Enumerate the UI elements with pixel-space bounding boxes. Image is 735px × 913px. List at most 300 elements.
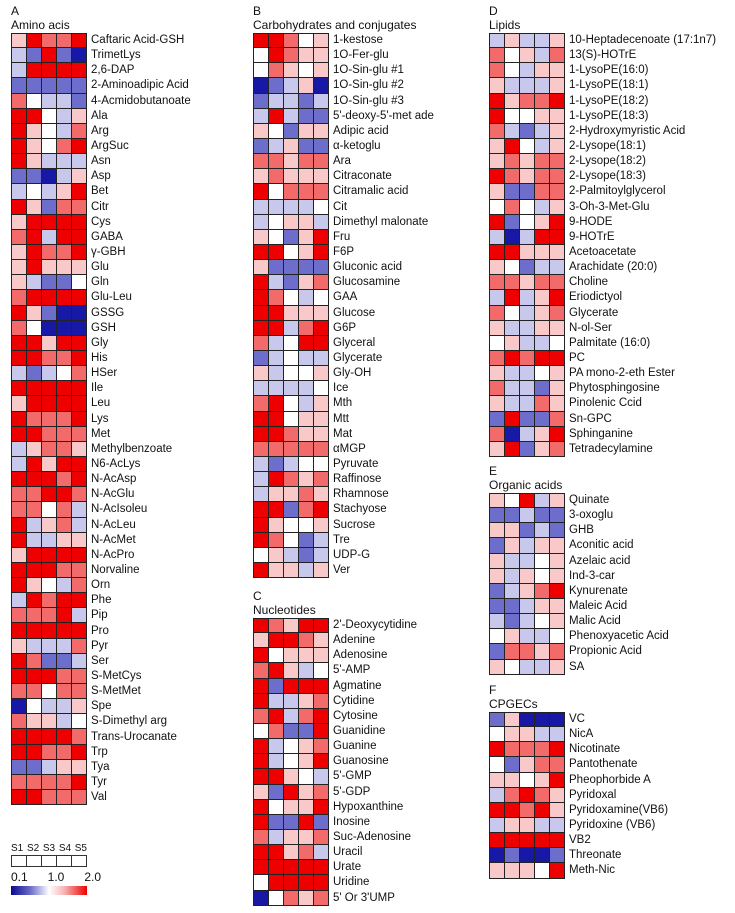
heatmap-cell [520,48,535,63]
heatmap-cell [57,729,72,744]
heatmap-row [489,154,716,169]
heatmap-cell [314,154,329,169]
heatmap-cell [284,245,299,260]
heatmap-cell [505,215,520,230]
heatmap-cell [299,78,314,93]
heatmap-cell [254,154,269,169]
heatmap-cell [490,584,505,599]
row-label: Kynurenate [569,584,628,597]
row-label: 1O-Sin-glu #3 [333,94,404,107]
heatmap-cell [550,321,565,336]
heatmap-cells [11,502,87,517]
heatmap-cell [42,623,57,638]
heatmap-cell [269,648,284,663]
heatmap-cells [11,714,87,729]
heatmap-row [253,412,434,427]
row-label: Adenine [333,634,376,647]
heatmap-row [253,336,434,351]
heatmap-cell [57,790,72,805]
heatmap-cell [505,584,520,599]
heatmap-cell [505,124,520,139]
heatmap-cell [284,321,299,336]
heatmap-cells [489,599,565,614]
heatmap-cell [535,523,550,538]
heatmap-cell [314,396,329,411]
heatmap-cell [550,788,565,803]
heatmap-cell [535,554,550,569]
heatmap-cells [253,442,329,457]
row-label: VB2 [569,834,591,847]
heatmap-cell [520,396,535,411]
heatmap-cell [42,745,57,760]
row-label: 5'-GDP [333,785,371,798]
row-label: Azelaic acid [569,554,631,567]
heatmap-cells [253,487,329,502]
heatmap-cell [550,396,565,411]
heatmap-cell [535,569,550,584]
heatmap-cell [535,184,550,199]
heatmap-cell [269,487,284,502]
heatmap-cell [535,260,550,275]
heatmap-cell [299,63,314,78]
row-label: Glycerate [569,306,619,319]
heatmap-cell [27,775,42,790]
panel-letter: D [489,4,498,18]
row-label: 2-Lysope(18:1) [569,140,646,153]
row-label: Dimethyl malonate [333,215,429,228]
heatmap-cell [314,633,329,648]
heatmap-cell [12,94,27,109]
heatmap-cell [254,396,269,411]
heatmap-row [489,757,668,772]
heatmap-cell [42,63,57,78]
heatmap-cell [505,109,520,124]
heatmap-cell [27,184,42,199]
heatmap-cell [505,442,520,457]
row-label: N-ol-Ser [569,321,612,334]
heatmap-cell [505,863,520,878]
heatmap-cell [505,200,520,215]
heatmap-row [253,366,434,381]
heatmap-cell [490,381,505,396]
heatmap-cell [12,593,27,608]
heatmap [253,33,434,578]
heatmap-cell [299,679,314,694]
heatmap-row [11,608,191,623]
heatmap-row [253,215,434,230]
row-label: Ser [91,654,109,667]
heatmap-cell [12,548,27,563]
heatmap-cell [520,493,535,508]
heatmap-row [253,679,417,694]
heatmap-row [489,290,716,305]
legend-sample-boxes [11,855,101,867]
heatmap-cell [299,663,314,678]
heatmap-cell [284,200,299,215]
heatmap-cells [11,78,87,93]
heatmap-cell [299,800,314,815]
heatmap-cell [520,321,535,336]
row-label: 13(S)-HOTrE [569,49,637,62]
heatmap-cell [505,493,520,508]
heatmap-cells [11,260,87,275]
heatmap-cell [284,366,299,381]
heatmap-cell [27,502,42,517]
heatmap-cell [72,563,87,578]
heatmap-cell [57,63,72,78]
heatmap-cell [299,33,314,48]
heatmap-cell [72,351,87,366]
heatmap-cells [11,154,87,169]
row-label: Guanosine [333,755,389,768]
heatmap-cell [254,109,269,124]
heatmap-cell [284,800,299,815]
heatmap-cell [42,48,57,63]
row-label: 2-Aminoadipic Acid [91,79,189,92]
heatmap-cell [254,63,269,78]
heatmap-cells [489,727,565,742]
heatmap-cell [314,502,329,517]
heatmap-cells [11,230,87,245]
heatmap-cell [520,427,535,442]
heatmap-cell [72,245,87,260]
heatmap-cell [520,215,535,230]
heatmap-cell [57,381,72,396]
heatmap-cell [284,663,299,678]
heatmap-row [489,33,716,48]
heatmap-row [11,139,191,154]
row-label: Raffinose [333,473,382,486]
heatmap-cell [254,663,269,678]
heatmap-cells [489,508,565,523]
heatmap-cell [505,599,520,614]
heatmap-cell [12,684,27,699]
heatmap-cell [27,139,42,154]
heatmap-cell [269,548,284,563]
heatmap-cells [253,109,329,124]
heatmap-cell [42,94,57,109]
heatmap [489,33,716,457]
heatmap-cell [284,785,299,800]
heatmap-cell [314,124,329,139]
heatmap-cell [254,33,269,48]
heatmap-cell [269,184,284,199]
heatmap-cell [299,533,314,548]
heatmap-row [11,48,191,63]
row-label: Agmatine [333,679,382,692]
heatmap-row [489,833,668,848]
heatmap-cells [253,860,329,875]
heatmap-row [253,709,417,724]
heatmap-cell [42,593,57,608]
heatmap-cell [535,757,550,772]
heatmap-row [253,830,417,845]
heatmap-cell [550,33,565,48]
heatmap-cells [489,109,565,124]
heatmap-cell [505,78,520,93]
heatmap-cell [490,200,505,215]
heatmap-cell [299,891,314,906]
heatmap-cell [505,184,520,199]
heatmap-cells [253,245,329,260]
heatmap-cell [12,169,27,184]
heatmap-cell [254,200,269,215]
heatmap-row [253,245,434,260]
heatmap-cell [520,109,535,124]
heatmap-cells [489,803,565,818]
legend-sample: S3 [42,843,56,854]
heatmap-cell [254,139,269,154]
heatmap-cell [550,833,565,848]
heatmap-row [253,875,417,890]
heatmap-cell [520,727,535,742]
row-label: Tre [333,533,350,546]
heatmap-cell [269,306,284,321]
heatmap-cell [490,124,505,139]
heatmap-cells [253,518,329,533]
heatmap-cell [57,427,72,442]
heatmap-cells [253,290,329,305]
heatmap-cell [490,660,505,675]
heatmap-row [489,442,716,457]
heatmap-cell [535,660,550,675]
heatmap-cells [11,775,87,790]
heatmap-cell [505,396,520,411]
heatmap-cell [505,230,520,245]
heatmap-row [489,215,716,230]
heatmap-cell [12,351,27,366]
heatmap-cell [72,790,87,805]
heatmap-row [11,396,191,411]
heatmap-cell [57,169,72,184]
heatmap-cell [490,306,505,321]
heatmap-row [489,169,716,184]
heatmap-cell [42,78,57,93]
heatmap [489,493,669,675]
heatmap-cell [254,845,269,860]
heatmap-cell [314,563,329,578]
heatmap-cell [284,169,299,184]
heatmap-cell [284,427,299,442]
panel-title: Organic acids [489,478,563,492]
heatmap-cells [253,366,329,381]
heatmap-cell [269,381,284,396]
heatmap-cell [299,275,314,290]
heatmap-cells [253,457,329,472]
heatmap-cell [72,78,87,93]
heatmap-cell [284,109,299,124]
row-label: 9-HOTrE [569,230,615,243]
heatmap-cell [490,614,505,629]
heatmap-cells [253,48,329,63]
heatmap-cell [57,139,72,154]
heatmap-cells [11,33,87,48]
heatmap-row [11,639,191,654]
heatmap-cell [72,169,87,184]
heatmap-cell [535,245,550,260]
heatmap-cell [314,739,329,754]
heatmap-cell [299,502,314,517]
row-label: Spe [91,700,112,713]
heatmap-cell [254,351,269,366]
heatmap-cell [57,94,72,109]
heatmap-cell [12,578,27,593]
row-label: S-MetCys [91,669,142,682]
heatmap-row [253,275,434,290]
row-label: GSH [91,321,116,334]
heatmap-cell [269,563,284,578]
panel-letter: B [253,4,262,18]
heatmap-row [253,139,434,154]
row-label: Cit [333,200,348,213]
heatmap-cell [550,200,565,215]
heatmap-cell [314,78,329,93]
heatmap-cell [269,502,284,517]
row-label: Acetoacetate [569,246,637,259]
heatmap-cell [12,518,27,533]
legend-ticks [11,870,101,884]
heatmap-cell [520,584,535,599]
heatmap-cells [489,139,565,154]
heatmap-row [253,563,434,578]
heatmap-cell [284,381,299,396]
heatmap-cell [27,442,42,457]
heatmap-row [253,184,434,199]
heatmap-row [489,306,716,321]
row-label: 3-oxoglu [569,509,614,522]
heatmap-row [489,599,669,614]
heatmap-row [489,848,668,863]
heatmap-cell [57,760,72,775]
heatmap-cell [299,815,314,830]
heatmap-cell [314,109,329,124]
heatmap-row [11,593,191,608]
heatmap-cell [550,94,565,109]
heatmap-cell [284,78,299,93]
heatmap-cell [505,94,520,109]
heatmap-row [253,815,417,830]
heatmap-cell [254,548,269,563]
heatmap-row [489,629,669,644]
row-label: Glu [91,261,109,274]
heatmap-cell [299,154,314,169]
heatmap-cell [299,548,314,563]
heatmap-cell [520,412,535,427]
heatmap-cell [12,290,27,305]
heatmap-cell [490,538,505,553]
heatmap-cell [535,773,550,788]
row-label: ArgSuc [91,140,129,153]
heatmap-cells [11,169,87,184]
heatmap-cell [550,351,565,366]
heatmap-cell [254,169,269,184]
heatmap-cell [299,442,314,457]
heatmap-cells [11,275,87,290]
heatmap-cell [550,599,565,614]
row-label: 1-LysoPE(18:2) [569,94,649,107]
heatmap-cell [314,366,329,381]
heatmap-cell [490,629,505,644]
heatmap-cell [27,533,42,548]
heatmap-row [489,727,668,742]
panel-c [253,589,417,906]
heatmap-cell [57,351,72,366]
panel-title: CPGECs [489,697,538,711]
heatmap-cell [299,260,314,275]
heatmap-cell [12,396,27,411]
heatmap-cell [12,608,27,623]
heatmap-cell [284,139,299,154]
heatmap-cells [11,639,87,654]
heatmap-cell [490,508,505,523]
heatmap-cell [72,48,87,63]
heatmap [489,712,668,879]
heatmap-cell [27,639,42,654]
heatmap-row [11,351,191,366]
heatmap-cell [535,63,550,78]
row-label: 2-Lysope(18:3) [569,170,646,183]
heatmap-cells [11,200,87,215]
row-label: Met [91,427,111,440]
row-label: Ver [333,563,351,576]
heatmap-cells [253,548,329,563]
heatmap-cell [42,200,57,215]
heatmap-cell [27,412,42,427]
legend-sample: S1 [11,843,24,854]
heatmap-cell [42,412,57,427]
heatmap-cell [12,699,27,714]
heatmap-cell [42,563,57,578]
row-label: GAA [333,291,358,304]
heatmap-cell [490,78,505,93]
heatmap-cell [57,518,72,533]
heatmap-cell [72,669,87,684]
heatmap-cell [284,739,299,754]
heatmap-cell [42,109,57,124]
panel-title: Nucleotides [253,603,316,617]
heatmap-cell [42,699,57,714]
heatmap-cell [254,442,269,457]
heatmap-cell [57,502,72,517]
heatmap-row [11,366,191,381]
heatmap-cell [490,48,505,63]
row-label: 3-Oh-3-Met-Glu [569,200,650,213]
heatmap-cell [299,124,314,139]
heatmap-cell [505,614,520,629]
heatmap-cell [269,633,284,648]
heatmap-row [11,654,191,669]
heatmap-cell [520,366,535,381]
heatmap-cell [284,260,299,275]
heatmap-cell [505,139,520,154]
row-label: 10-Heptadecenoate (17:1n7) [569,34,717,47]
heatmap-cell [550,48,565,63]
heatmap-cell [284,830,299,845]
heatmap-cell [299,769,314,784]
heatmap-cell [314,139,329,154]
heatmap-cell [505,818,520,833]
heatmap-cell [550,538,565,553]
heatmap-cell [42,472,57,487]
heatmap-cell [505,321,520,336]
heatmap-cells [11,790,87,805]
panel-title: Carbohydrates and conjugates [253,18,417,32]
heatmap-cell [314,200,329,215]
heatmap-row [253,487,434,502]
row-label: PA mono-2-eth Ester [569,367,675,380]
heatmap-row [253,633,417,648]
heatmap-cell [520,169,535,184]
